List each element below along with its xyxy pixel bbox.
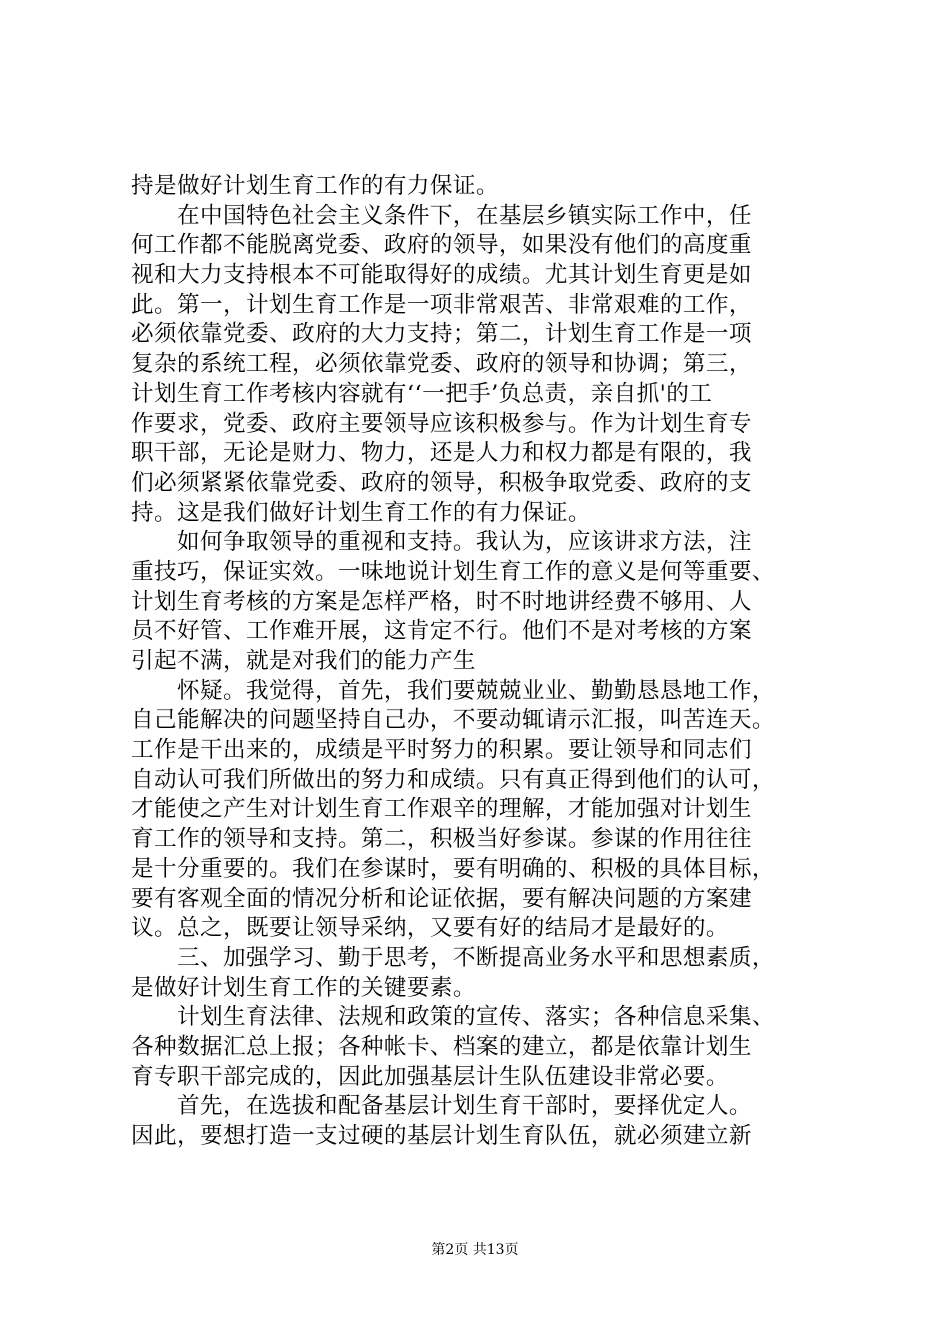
text-line: 持。这是我们做好计划生育工作的有力保证。	[131, 499, 591, 526]
text-line: 议。总之，既要让领导采纳，又要有好的结局才是最好的。	[131, 915, 729, 942]
text-line: 是做好计划生育工作的关键要素。	[131, 974, 476, 1001]
text-line: 复杂的系统工程，必须依靠党委、政府的领导和协调；第三，	[131, 351, 752, 378]
text-line: 是十分重要的。我们在参谋时，要有明确的、积极的具体目标，	[131, 855, 775, 882]
text-line: 自动认可我们所做出的努力和成绩。只有真正得到他们的认可，	[131, 766, 775, 793]
text-line: 计划生育法律、法规和政策的宣传、落实；各种信息采集、	[131, 1004, 775, 1031]
page-footer	[0, 1240, 950, 1260]
body-text	[131, 172, 831, 1152]
page-number: 第2页 共13页	[431, 1242, 519, 1258]
text-line: 才能使之产生对计划生育工作艰辛的理解，才能加强对计划生	[131, 796, 752, 823]
text-line: 作要求，党委、政府主要领导应该积极参与。作为计划生育专	[131, 410, 752, 437]
text-line: 工作是干出来的，成绩是平时努力的积累。要让领导和同志们	[131, 737, 752, 764]
text-line: 计划生育考核的方案是怎样严格，时不时地讲经费不够用、人	[131, 588, 752, 615]
text-line: 员不好管、工作难开展，这肯定不行。他们不是对考核的方案	[131, 618, 752, 645]
text-line: 计划生育工作考核内容就有‘‘一把手’负总责，亲自抓'的工	[131, 380, 713, 407]
text-line: 自己能解决的问题坚持自己办，不要动辄请示汇报，叫苦连天。	[131, 707, 775, 734]
text-line: 重技巧，保证实效。一味地说计划生育工作的意义是何等重要、	[131, 558, 775, 585]
text-line: 们必须紧紧依靠党委、政府的领导，积极争取党委、政府的支	[131, 469, 752, 496]
text-line: 在中国特色社会主义条件下，在基层乡镇实际工作中，任	[131, 202, 752, 229]
text-line: 各种数据汇总上报；各种帐卡、档案的建立，都是依靠计划生	[131, 1033, 752, 1060]
text-line: 育专职干部完成的，因此加强基层计生队伍建设非常必要。	[131, 1063, 729, 1090]
text-line: 此。第一，计划生育工作是一项非常艰苦、非常艰难的工作，	[131, 291, 752, 318]
text-line: 三、加强学习、勤于思考，不断提高业务水平和思想素质，	[131, 944, 775, 971]
text-line: 育工作的领导和支持。第二，积极当好参谋。参谋的作用往往	[131, 826, 752, 853]
text-line: 引起不满，就是对我们的能力产生	[131, 648, 476, 674]
text-line: 要有客观全面的情况分析和论证依据，要有解决问题的方案建	[131, 885, 752, 912]
text-line: 职干部，无论是财力、物力，还是人力和权力都是有限的，我	[131, 440, 752, 467]
text-line: 如何争取领导的重视和支持。我认为，应该讲求方法，注	[131, 529, 752, 556]
text-line: 持是做好计划生育工作的有力保证。	[131, 173, 499, 199]
text-line: 首先，在选拔和配备基层计划生育干部时，要择优定人。	[131, 1093, 752, 1120]
text-line: 何工作都不能脱离党委、政府的领导，如果没有他们的高度重	[131, 232, 752, 259]
text-line: 怀疑。我觉得，首先，我们要兢兢业业、勤勤恳恳地工作，	[131, 677, 775, 704]
text-line: 因此，要想打造一支过硬的基层计划生育队伍，就必须建立新	[131, 1123, 752, 1149]
text-line: 视和大力支持根本不可能取得好的成绩。尤其计划生育更是如	[131, 262, 752, 289]
text-line: 必须依靠党委、政府的大力支持；第二，计划生育工作是一项	[131, 321, 752, 348]
